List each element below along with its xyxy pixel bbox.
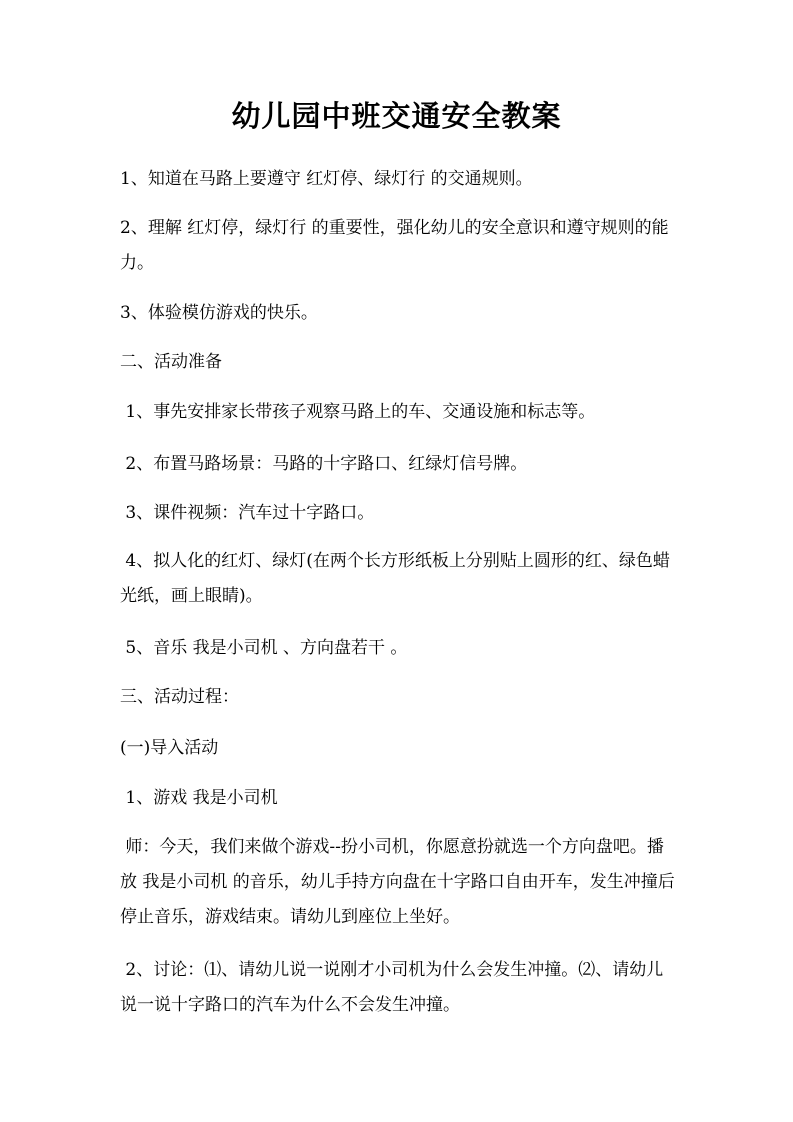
paragraph-discussion: 2、讨论：⑴、请幼儿说一说刚才小司机为什么会发生冲撞。⑵、请幼儿说一说十字路口的汽车为什么不会发生冲撞。 bbox=[120, 960, 664, 1015]
paragraph-prep-2: 2、布置马路场景：马路的十字路口、红绿灯信号牌。 bbox=[120, 454, 528, 474]
subsection-heading-intro: (一)导入活动 bbox=[120, 738, 219, 758]
paragraph-game: 1、游戏 我是小司机 bbox=[120, 788, 278, 808]
paragraph-teacher: 师：今天，我们来做个游戏--扮小司机，你愿意扮就选一个方向盘吧。播放 我是小司机 的音乐，幼儿手持方向盘在十字路口自由开车，发生冲撞后停止音乐，游戏结束。请幼儿到座位上坐好。 bbox=[120, 837, 675, 927]
paragraph-prep-4: 4、拟人化的红灯、绿灯(在两个长方形纸板上分别贴上圆形的红、绿色蜡光纸，画上眼睛)。 bbox=[120, 551, 670, 606]
paragraph-prep-3: 3、课件视频：汽车过十字路口。 bbox=[120, 503, 375, 523]
paragraph-goal-1: 1、知道在马路上要遵守 红灯停、绿灯行 的交通规则。 bbox=[120, 169, 533, 189]
document-title: 幼儿园中班交通安全教案 bbox=[231, 99, 562, 133]
paragraph-prep-5: 5、音乐 我是小司机 、方向盘若干 。 bbox=[120, 638, 408, 658]
section-heading-process: 三、活动过程： bbox=[120, 687, 239, 707]
section-heading-preparation: 二、活动准备 bbox=[120, 352, 222, 372]
paragraph-goal-2: 2、理解 红灯停，绿灯行 的重要性，强化幼儿的安全意识和遵守规则的能力。 bbox=[120, 218, 669, 273]
paragraph-goal-3: 3、体验模仿游戏的快乐。 bbox=[120, 303, 318, 323]
paragraph-prep-1: 1、事先安排家长带孩子观察马路上的车、交通设施和标志等。 bbox=[120, 402, 596, 422]
